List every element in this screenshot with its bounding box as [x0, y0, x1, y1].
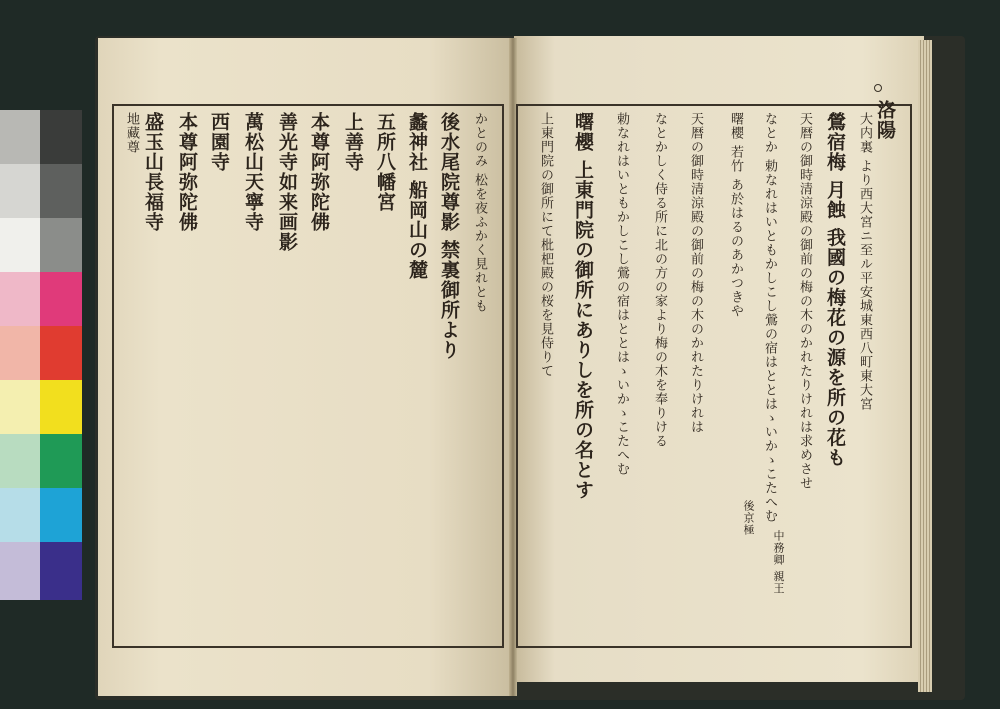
left-column-2: 後水尾院尊影 禁裏御所より: [438, 112, 460, 360]
left-column-6: 本尊阿弥陀佛: [308, 112, 330, 232]
right-column-8: 勅なれはいともかしこし鶯の宿はととはゝいかゝこたへむ: [614, 112, 629, 476]
poet-name-1: 中務卿 親王: [772, 530, 785, 595]
left-column-4: 五所八幡宮: [374, 112, 396, 212]
poet-name-2: 後京極: [742, 500, 755, 536]
right-column-9: 曙櫻 上東門院の御所にありしを所の名とす: [572, 112, 594, 500]
running-title: 洛陽: [874, 100, 896, 140]
right-column-7: なとかしく侍る所に北の方の家より梅の木を奉りける: [652, 112, 667, 448]
left-column-1: かとのみ 松を夜ふかく見れとも: [472, 112, 487, 314]
right-column-2: 鶯宿梅 月蝕 我國の梅花の源を所の花も: [824, 112, 846, 468]
color-calibration-strip: [0, 110, 82, 600]
left-column-5: 上善寺: [342, 112, 364, 172]
right-column-3: 天暦の御時清涼殿の御前の梅の木のかれたりけれは求めさせ: [797, 112, 812, 490]
left-column-3: 蠡神社 船岡山の麓: [406, 112, 428, 280]
right-column-4: なとか 勅なれはいともかしこし鶯の宿はととはゝいかゝこたへむ: [762, 112, 777, 524]
left-column-12: 地藏尊: [124, 112, 139, 154]
right-column-5: 曙櫻 若竹 あ於はるのあかつきや: [728, 112, 743, 319]
left-column-9: 西園寺: [208, 112, 230, 172]
left-column-10: 本尊阿弥陀佛: [176, 112, 198, 232]
left-column-8: 萬松山天寧寺: [242, 112, 264, 232]
left-column-11: 盛玉山長福寺: [142, 112, 164, 232]
left-column-7: 善光寺如来画影: [276, 112, 298, 252]
page-edges: [918, 40, 932, 692]
page-mark: [874, 84, 882, 92]
right-column-6: 天暦の御時清涼殿の御前の梅の木のかれたりけれは: [688, 112, 703, 434]
right-column-10: 上東門院の御所にて枇杷殿の桜を見侍りて: [538, 112, 553, 378]
right-column-1: 大内裏 より西大宮ニ至ル平安城東西八町東大宮: [857, 112, 872, 412]
